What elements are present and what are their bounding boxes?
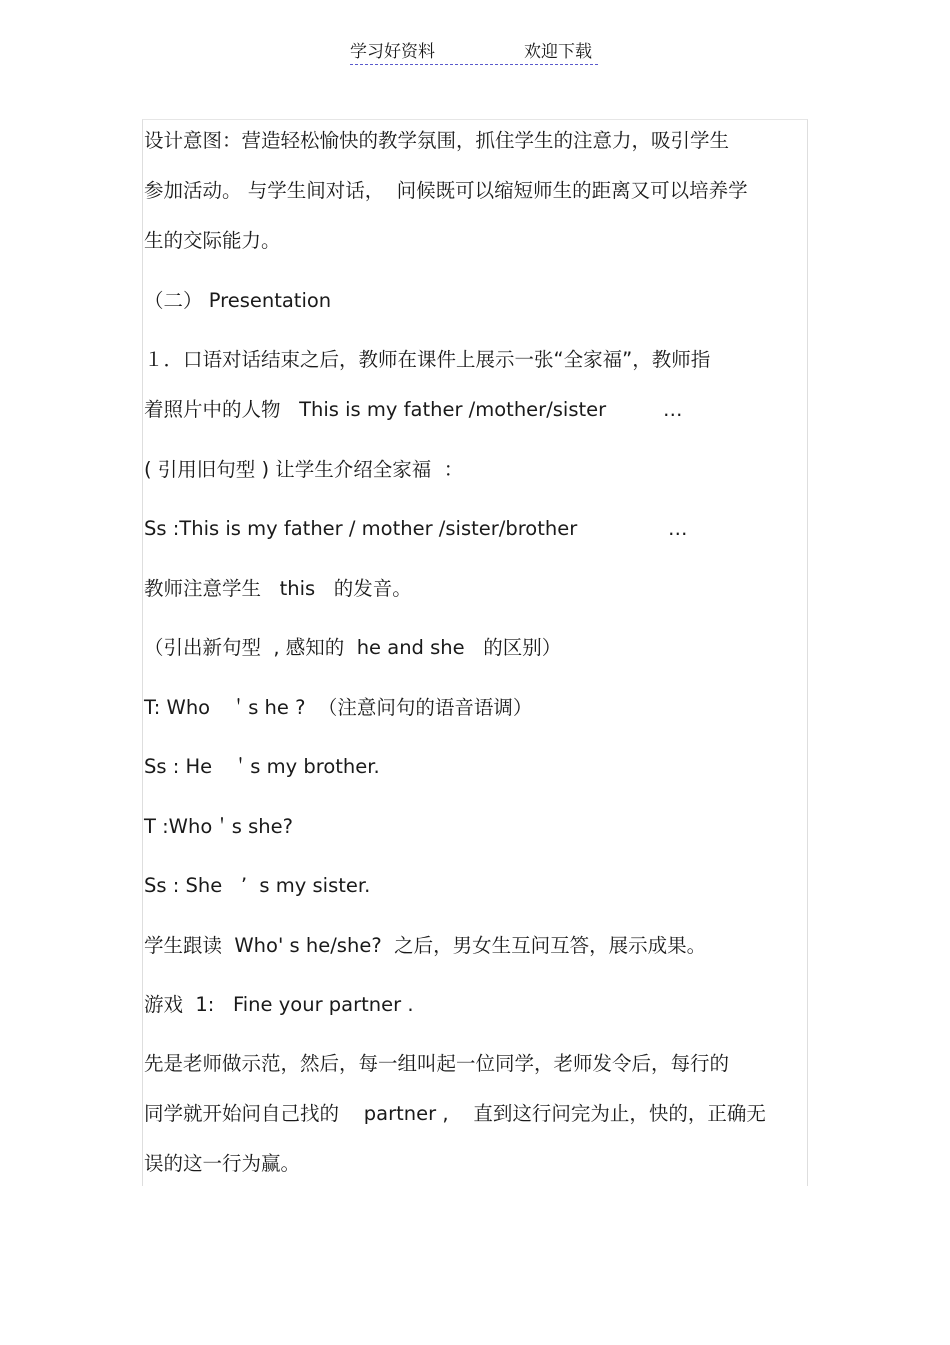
game-title: 游戏 1: Fine your partner . bbox=[144, 993, 414, 1016]
dialogue-line: Ss : He ＇s my brother. bbox=[144, 755, 380, 778]
ellipsis: … bbox=[668, 517, 688, 540]
dialogue-line: T :Who＇s she? bbox=[144, 815, 293, 838]
dialogue-line: T: Who ＇s he ? （注意问句的语音语调） bbox=[144, 696, 533, 719]
paragraph-line: 参加活动。 与学生间对话， 问候既可以缩短师生的距离又可以培养学 bbox=[144, 179, 748, 202]
paragraph-line: （引出新句型 , 感知的 he and she 的区别） bbox=[144, 636, 562, 659]
dialogue-line: Ss :This is my father / mother /sister/brother bbox=[144, 517, 578, 540]
paragraph-line: 生的交际能力。 bbox=[144, 229, 281, 252]
paragraph-line: ( 引用旧句型 ) 让学生介绍全家福 ： bbox=[144, 458, 464, 481]
paragraph-line: 同学就开始问自己找的 partner , 直到这行问完为止，快的，正确无 bbox=[144, 1102, 766, 1125]
paragraph-line: 设计意图：营造轻松愉快的教学氛围，抓住学生的注意力，吸引学生 bbox=[144, 129, 730, 152]
header-right-text: 欢迎下载 bbox=[524, 42, 592, 62]
paragraph-line: 误的这一行为赢。 bbox=[144, 1152, 301, 1175]
paragraph-line: 先是老师做示范，然后，每一组叫起一位同学，老师发令后，每行的 bbox=[144, 1052, 730, 1075]
paragraph-line: １．口语对话结束之后，教师在课件上展示一张“全家福”，教师指 bbox=[144, 348, 711, 371]
header-left-text: 学习好资料 bbox=[350, 42, 435, 62]
paragraph-line: 着照片中的人物 This is my father /mother/sister bbox=[144, 398, 607, 421]
paragraph-line: 教师注意学生 this 的发音。 bbox=[144, 577, 412, 600]
section-heading: （二） Presentation bbox=[144, 289, 332, 312]
page-header bbox=[350, 40, 598, 65]
ellipsis: … bbox=[663, 398, 683, 421]
dialogue-line: Ss : She ’ s my sister. bbox=[144, 874, 371, 897]
paragraph-line: 学生跟读 Who' s he/she? 之后，男女生互问互答，展示成果。 bbox=[144, 934, 707, 957]
